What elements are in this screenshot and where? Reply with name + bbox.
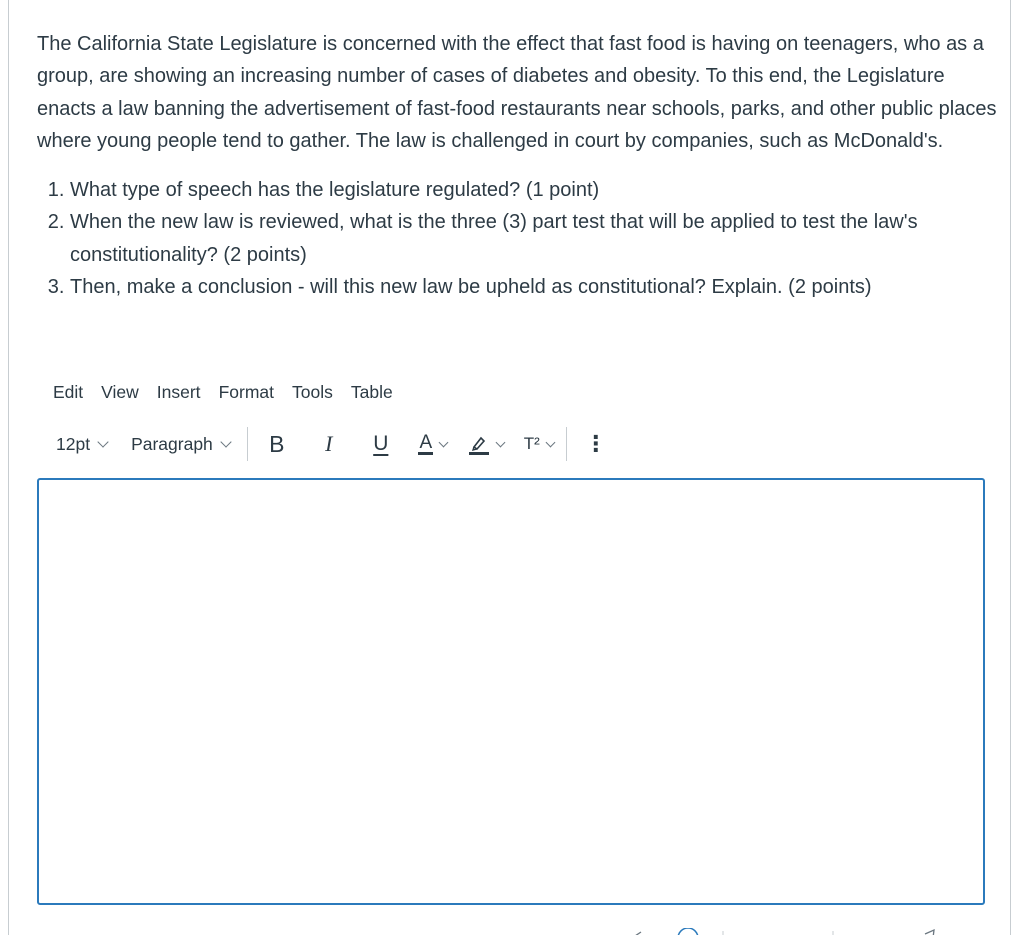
- text-color-button[interactable]: [412, 427, 454, 461]
- question-item-2: 2. When the new law is reviewed, what is the three (3) part test that will be applied to test the law's constitutionality? (2 points): [70, 206, 997, 271]
- bold-button[interactable]: [256, 427, 298, 461]
- menu-insert[interactable]: Insert: [156, 382, 201, 402]
- chevron-down-icon: [439, 437, 449, 447]
- text-color-icon: A: [419, 432, 433, 453]
- editor-toolbar: [47, 425, 617, 463]
- underline-icon: U: [373, 432, 389, 455]
- highlight-color-button[interactable]: [464, 427, 508, 461]
- block-format-value: Paragraph: [131, 433, 213, 454]
- menu-view[interactable]: View: [101, 382, 139, 402]
- highlighter-icon: [468, 433, 490, 455]
- font-size-value: 12pt: [56, 433, 91, 454]
- menu-table[interactable]: Table: [350, 382, 393, 402]
- superscript-icon: T²: [523, 434, 540, 453]
- toolbar-divider: [566, 427, 567, 461]
- question-item-3: 3. Then, make a conclusion - will this new law be upheld as constitutional? Explain. (2 points): [70, 271, 997, 303]
- more-options-button[interactable]: [575, 427, 617, 461]
- chevron-down-icon: [97, 436, 108, 447]
- question-list: [37, 174, 997, 303]
- italic-icon: I: [325, 431, 333, 456]
- chevron-down-icon: [495, 437, 505, 447]
- underline-button[interactable]: [360, 427, 402, 461]
- more-vertical-icon: ⋮: [584, 431, 607, 456]
- font-size-select[interactable]: [47, 430, 116, 459]
- menu-edit[interactable]: Edit: [53, 382, 84, 402]
- superscript-button[interactable]: [518, 427, 560, 461]
- block-format-select[interactable]: [122, 430, 239, 459]
- editor-menubar: [44, 378, 402, 407]
- italic-button[interactable]: [308, 427, 350, 461]
- editor-statusbar: [37, 925, 985, 935]
- question-prompt: [37, 28, 997, 303]
- statusbar-icons: [37, 928, 985, 935]
- rich-text-editor-area[interactable]: [37, 478, 985, 905]
- chevron-down-icon: [545, 437, 555, 447]
- toolbar-divider: [247, 427, 248, 461]
- chevron-down-icon: [220, 436, 231, 447]
- question-item-1: 1. What type of speech has the legislature regulated? (1 point): [70, 174, 997, 206]
- question-paragraph: The California State Legislature is concerned with the effect that fast food is having on teenagers, who as a group, are showing an increasing number of cases of diabetes and obesity. To this end, the Legislature enacts a law banning the advertisement of fast-food restaurants near schools, parks, and other public places where young people tend to gather. The law is challenged in court by companies, such as McDonald's.: [37, 33, 997, 152]
- menu-tools[interactable]: Tools: [292, 382, 333, 402]
- menu-format[interactable]: Format: [218, 382, 274, 402]
- bold-icon: B: [269, 430, 285, 457]
